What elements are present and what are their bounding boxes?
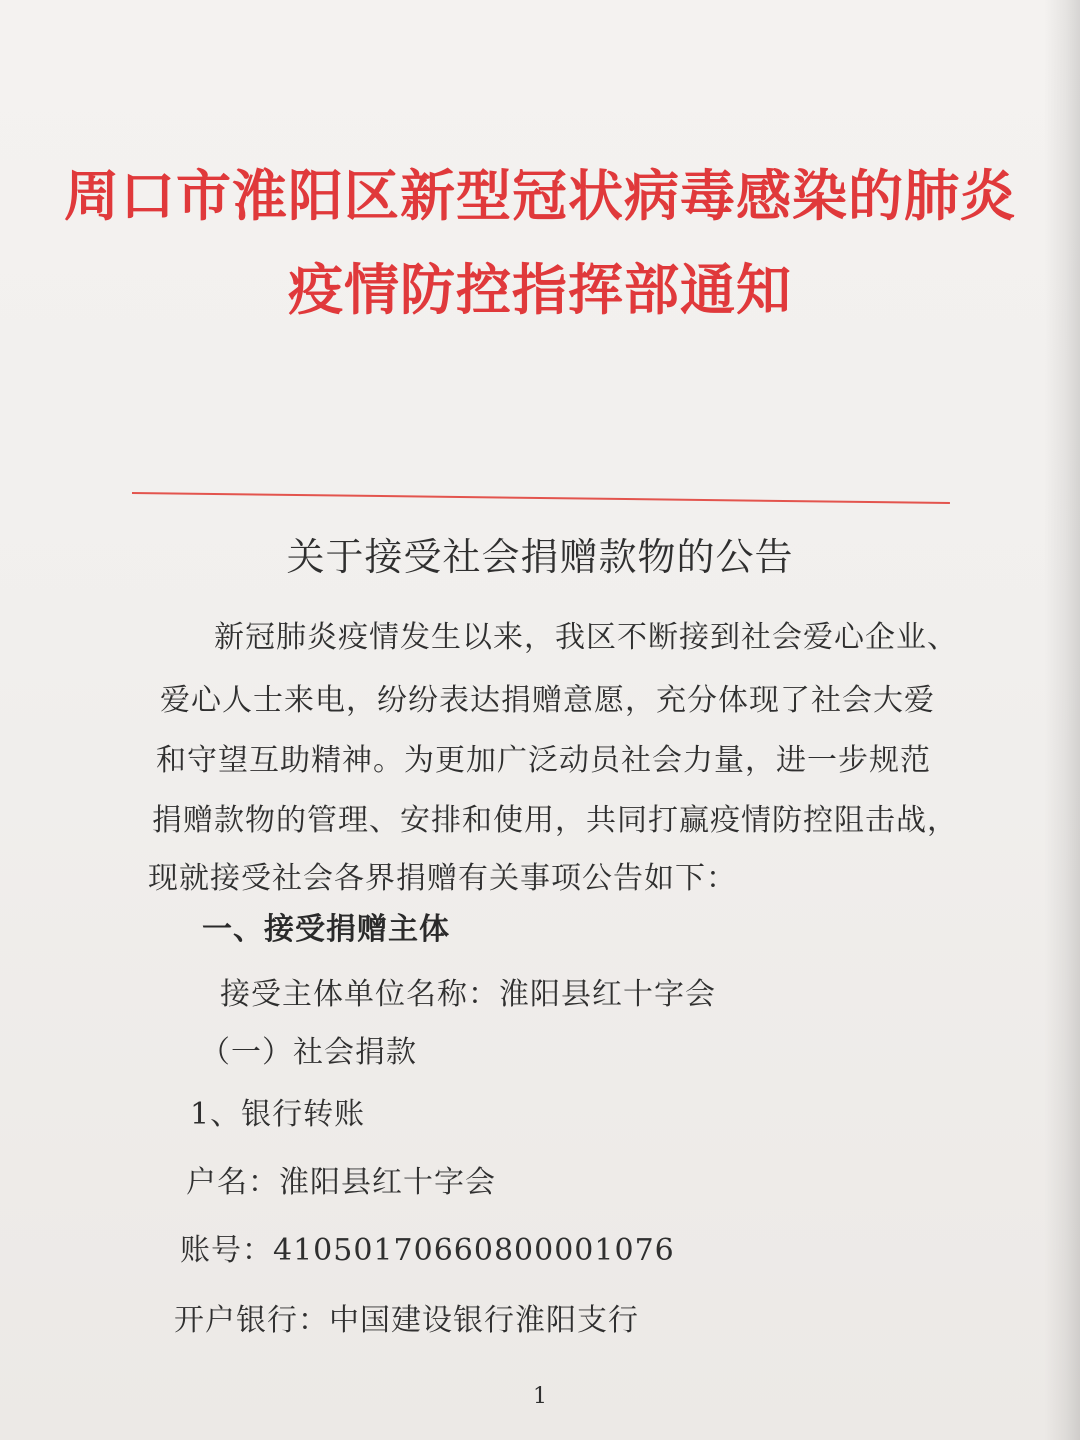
item-bank-transfer: 1、银行转账 — [190, 1097, 366, 1132]
section-heading-recipient: 一、接受捐赠主体 — [202, 912, 450, 947]
account-number-line: 账号：41050170660800001076 — [180, 1233, 675, 1268]
intro-line-5: 现就接受社会各界捐赠有关事项公告如下： — [148, 861, 737, 896]
header-title-line-1: 周口市淮阳区新型冠状病毒感染的肺炎 — [63, 163, 1016, 228]
page-number: 1 — [533, 1384, 547, 1409]
intro-line-4: 捐赠款物的管理、安排和使用，共同打赢疫情防控阻击战， — [152, 803, 958, 838]
intro-line-1: 新冠肺炎疫情发生以来，我区不断接到社会爱心企业、 — [214, 620, 958, 655]
account-name-line: 户名：淮阳县红十字会 — [186, 1165, 496, 1200]
subsection-heading-donations: （一）社会捐款 — [200, 1035, 417, 1070]
recipient-name-line: 接受主体单位名称：淮阳县红十字会 — [220, 977, 716, 1012]
bank-name-line: 开户银行：中国建设银行淮阳支行 — [174, 1303, 639, 1338]
page-edge-shadow — [1044, 0, 1080, 1440]
red-divider-line — [132, 492, 950, 504]
header-title-line-2: 疫情防控指挥部通知 — [287, 257, 792, 322]
intro-line-2: 爱心人士来电，纷纷表达捐赠意愿，充分体现了社会大爱 — [160, 683, 935, 718]
notice-title: 关于接受社会捐赠款物的公告 — [286, 535, 794, 579]
intro-line-3: 和守望互助精神。为更加广泛动员社会力量，进一步规范 — [156, 743, 931, 778]
